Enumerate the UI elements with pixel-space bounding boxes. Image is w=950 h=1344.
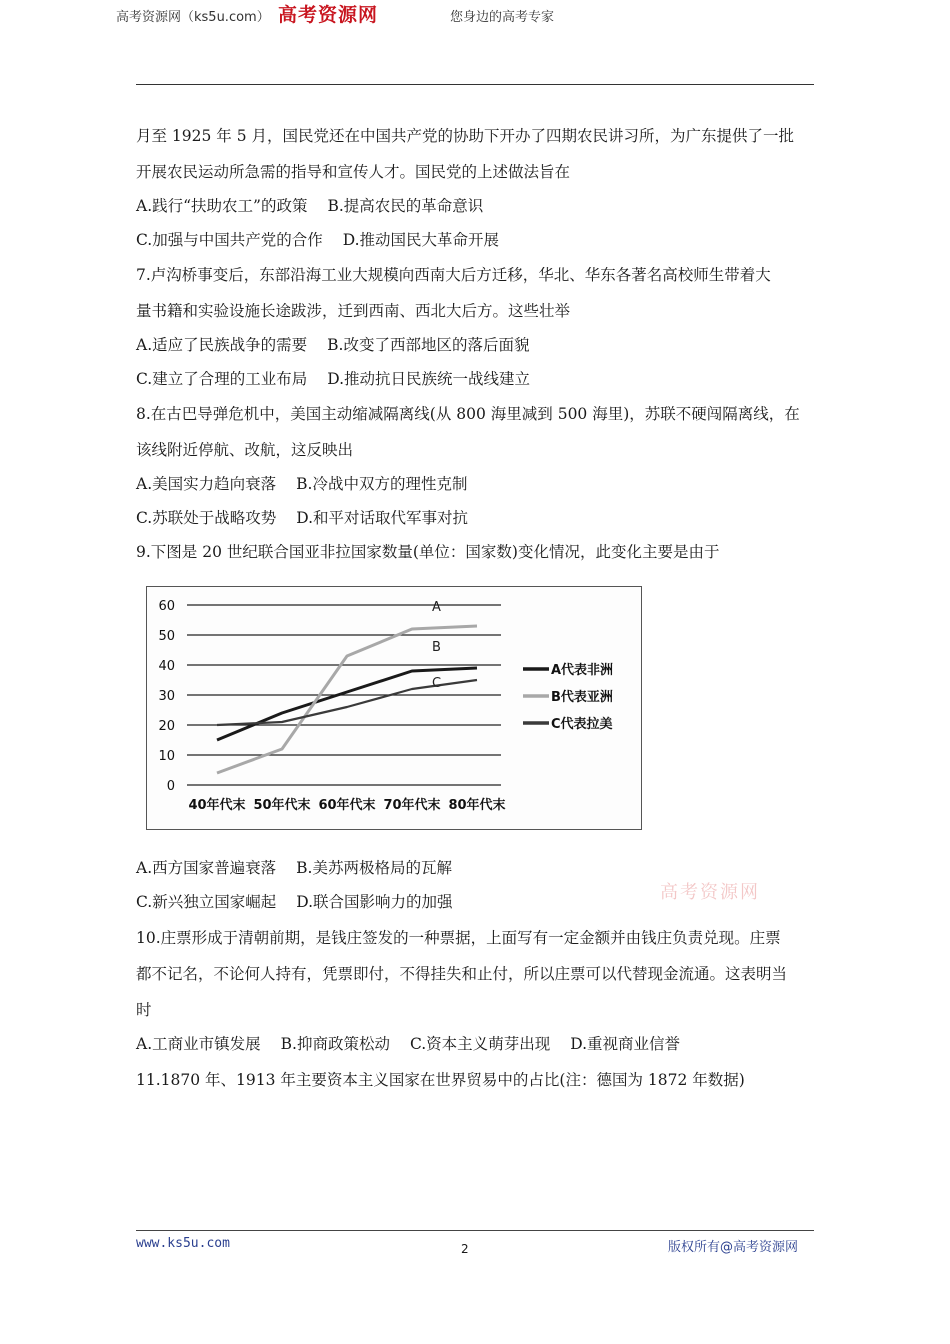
- option-q9-a: A.西方国家普遍衰落: [136, 859, 277, 877]
- text-line: 该线附近停航、改航，这反映出: [136, 441, 354, 459]
- option-q9-c: C.新兴独立国家崛起: [136, 893, 277, 911]
- text-line: 月至 1925 年 5 月，国民党还在中国共产党的协助下开办了四期农民讲习所，为广东提供了一批: [136, 127, 795, 145]
- option-q6-c: C.加强与中国共产党的合作: [136, 231, 323, 249]
- legend-label: B代表亚洲: [551, 690, 613, 705]
- option-q8-c: C.苏联处于战略攻势: [136, 509, 277, 527]
- option-q7-a: A.适应了民族战争的需要: [136, 336, 308, 354]
- y-tick-label: 60: [158, 599, 175, 614]
- options-row: [136, 892, 453, 912]
- y-tick-label: 30: [158, 689, 175, 704]
- options-row: [136, 1034, 680, 1054]
- page-footer-rule: [136, 1230, 814, 1232]
- option-q7-b: B.改变了西部地区的落后面貌: [327, 336, 530, 354]
- watermark: 高考资源网: [660, 882, 760, 903]
- option-q9-b: B.美苏两极格局的瓦解: [296, 859, 452, 877]
- y-tick-label: 20: [158, 719, 175, 734]
- x-tick-label: 80年代末: [448, 798, 506, 813]
- options-row: [136, 196, 483, 216]
- header-slogan: 您身边的高考专家: [450, 10, 555, 25]
- x-tick-label: 70年代末: [383, 798, 441, 813]
- series-label: B: [432, 640, 441, 655]
- legend-label: C代表拉美: [551, 717, 613, 732]
- option-q10-a: A.工商业市镇发展: [136, 1035, 261, 1053]
- options-row: [136, 858, 452, 878]
- x-tick-label: 50年代末: [253, 798, 311, 813]
- option-q8-b: B.冷战中双方的理性克制: [296, 475, 468, 493]
- option-q7-d: D.推动抗日民族统一战线建立: [327, 370, 531, 388]
- options-row: [136, 508, 468, 528]
- x-tick-label: 60年代末: [318, 798, 376, 813]
- question-7: 7.卢沟桥事变后，东部沿海工业大规模向西南大后方迁移，华北、华东各著名高校师生带着大: [136, 266, 771, 284]
- option-q7-c: C.建立了合理的工业布局: [136, 370, 308, 388]
- header-site-name: 高考资源网（ks5u.com）: [116, 10, 270, 25]
- legend-label: A代表非洲: [551, 663, 614, 678]
- y-tick-label: 50: [158, 629, 175, 644]
- option-q10-c: C.资本主义萌芽出现: [409, 1035, 551, 1053]
- series-label: A: [432, 600, 441, 615]
- option-q6-d: D.推动国民大革命开展: [342, 231, 500, 249]
- options-row: [136, 230, 499, 250]
- x-tick-label: 40年代末: [188, 798, 246, 813]
- series-label: C: [432, 676, 442, 691]
- question-11: 11.1870 年、1913 年主要资本主义国家在世界贸易中的占比(注：德国为 1872 年数据): [136, 1071, 745, 1089]
- question-10: 10.庄票形成于清朝前期，是钱庄签发的一种票据，上面写有一定金额并由钱庄负责兑现。庄票: [136, 929, 781, 947]
- nation-count-chart: [146, 586, 642, 830]
- page-header: [136, 58, 814, 85]
- y-tick-label: 40: [158, 659, 175, 674]
- footer-copyright: 版权所有@高考资源网: [668, 1240, 799, 1255]
- option-q10-d: D.重视商业信誉: [570, 1035, 681, 1053]
- text-line: 量书籍和实验设施长途跋涉，迁到西南、西北大后方。这些壮举: [136, 302, 571, 320]
- options-row: [136, 369, 530, 389]
- option-q9-d: D.联合国影响力的加强: [296, 893, 453, 911]
- line-chart-svg: [147, 587, 641, 829]
- text-line: 开展农民运动所急需的指导和宣传人才。国民党的上述做法旨在: [136, 163, 571, 181]
- option-q8-d: D.和平对话取代军事对抗: [296, 509, 469, 527]
- y-tick-label: 10: [158, 749, 175, 764]
- footer-url-link[interactable]: www.ks5u.com: [136, 1236, 230, 1251]
- text-line: 时: [136, 1001, 152, 1019]
- question-8: 8.在古巴导弹危机中，美国主动缩减隔离线(从 800 海里减到 500 海里)，苏联不硬闯隔离线，在: [136, 405, 800, 423]
- y-tick-label: 0: [166, 779, 175, 794]
- header-logo: 高考资源网: [278, 4, 379, 26]
- option-q6-a: A.践行“扶助农工”的政策: [136, 197, 308, 215]
- options-row: [136, 335, 529, 355]
- option-q10-b: B.抑商政策松动: [280, 1035, 390, 1053]
- question-9: 9.下图是 20 世纪联合国亚非拉国家数量(单位：国家数)变化情况，此变化主要是由于: [136, 543, 720, 561]
- text-line: 都不记名，不论何人持有，凭票即付，不得挂失和止付，所以庄票可以代替现金流通。这表明当: [136, 965, 788, 983]
- option-q8-a: A.美国实力趋向衰落: [136, 475, 277, 493]
- page-number: 2: [461, 1242, 469, 1256]
- option-q6-b: B.提高农民的革命意识: [327, 197, 484, 215]
- options-row: [136, 474, 467, 494]
